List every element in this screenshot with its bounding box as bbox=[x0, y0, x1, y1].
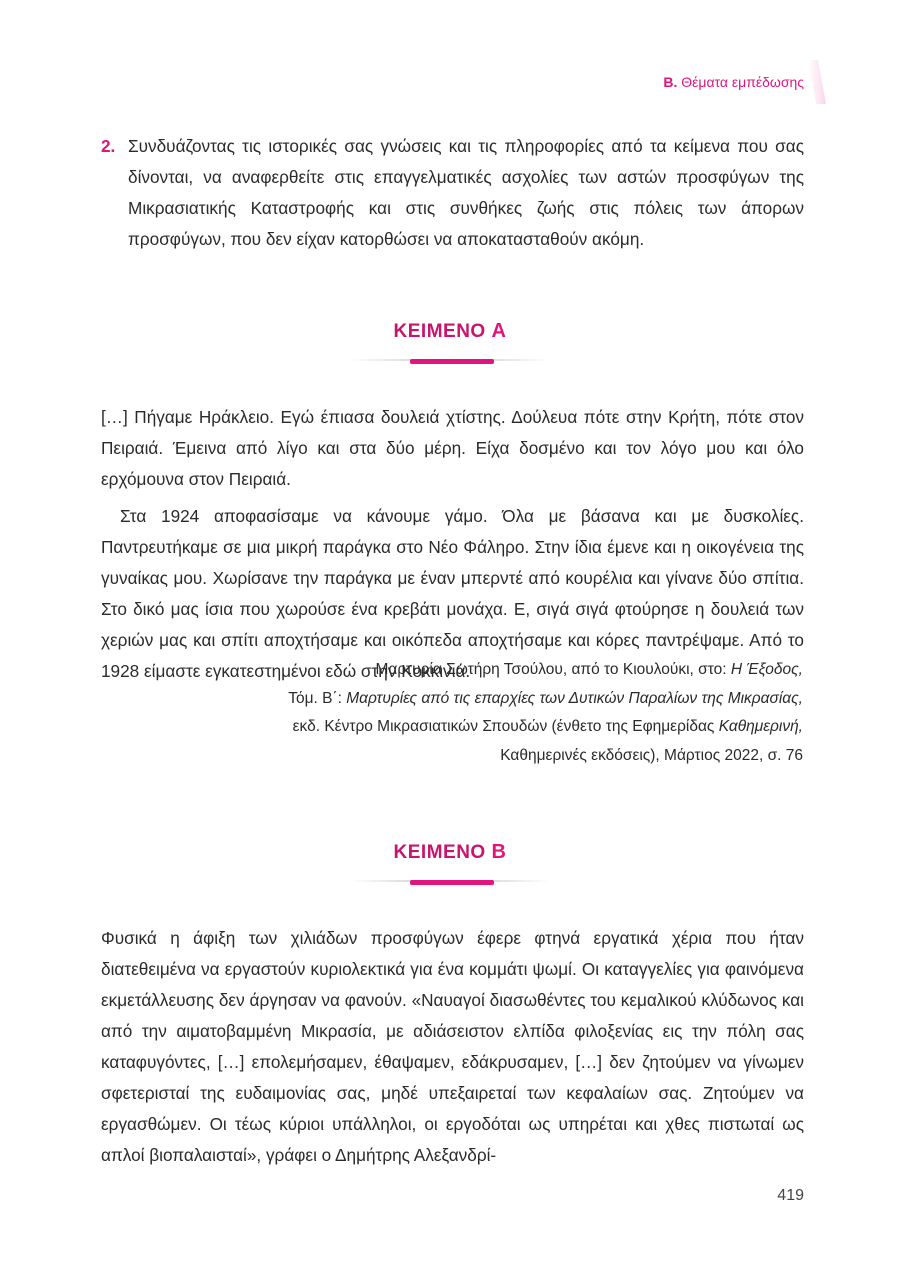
corner-tab-decoration bbox=[808, 60, 826, 104]
text-a-heading bbox=[0, 320, 900, 343]
question-block bbox=[101, 131, 804, 255]
rule-accent-bar bbox=[410, 880, 494, 885]
header-section: Β. bbox=[663, 74, 678, 90]
text-a-paragraph-1: […] Πήγαμε Ηράκλειο. Εγώ έπιασα δουλειά χτίστης. Δούλευα πότε στην Κρήτη, πότε στον Πειραιά. Έμεινα από λίγο και στα δύο μέρη. Είχα δοσμένο και τον λόγο μου και όλο ερχόμουνα στον Πειραιά. bbox=[101, 407, 804, 489]
running-header bbox=[663, 74, 804, 90]
source-line-1-prefix: Μαρτυρία Σωτήρη Τσούλου, από το Κιουλούκι, στο: bbox=[375, 661, 731, 678]
source-line-3-title: Καθημερινή, bbox=[718, 718, 803, 735]
text-a-paragraph-2: Στα 1924 αποφασίσαμε να κάνουμε γάμο. Όλα με βάσανα και με δυσκολίες. Παντρευτήκαμε σε μια μικρή παράγκα στο Νέο Φάληρο. Στην ίδια έμενε και η οικογένεια της γυναίκας μου. Χωρίσανε την παράγκα με έναν μπερντέ από κουρέλια και γίνανε δύο σπίτια. Στο δικό μας ίσια που χωρούσε ένα κρεβάτι μονάχα. Ε, σιγά σιγά φτούρησε η δουλειά των χεριών μας και σπίτι αποχτήσαμε και οικόπεδα αποχτήσαμε και κόρες παντρέψαμε. Από το 1928 είμαστε εγκατεστημένοι εδώ στην Κοκκινιά. bbox=[101, 506, 804, 681]
text-a-heading-word: ΚΕΙΜΕΝΟ bbox=[393, 321, 486, 342]
text-b-heading-rule bbox=[350, 878, 550, 886]
text-a-heading-letter: Α bbox=[491, 320, 507, 342]
text-b-heading-word: ΚΕΙΜΕΝΟ bbox=[393, 842, 486, 863]
source-line-2-title: Μαρτυρίες από τις επαρχίες των Δυτικών Παραλίων της Μικρασίας, bbox=[346, 689, 803, 707]
source-line-4: Καθημερινές εκδόσεις), Μάρτιος 2022, σ. 76 bbox=[500, 746, 803, 764]
page-number: 419 bbox=[777, 1187, 804, 1204]
source-line-3 bbox=[200, 713, 803, 742]
question-text: Συνδυάζοντας τις ιστορικές σας γνώσεις και τις πληροφορίες από τα κείμενα που σας δίνονται, να αναφερθείτε στις επαγγελματικές ασχολίες των αστών προσφύγων της Μικρασιατικής Καταστροφής και στις συνθήκες ζωής στις πόλεις των άπορων προσφύγων, που δεν είχαν κατορθώσει να αποκατασταθούν ακόμη. bbox=[128, 136, 804, 249]
text-b-body bbox=[101, 923, 804, 1171]
text-b-heading bbox=[0, 841, 900, 864]
text-b-paragraph-1: Φυσικά η άφιξη των χιλιάδων προσφύγων έφερε φτηνά εργατικά χέρια που ήταν διατεθειμένα να εργαστούν κυριολεκτικά για ένα κομμάτι ψωμί. Οι καταγγελίες για φαινόμενα εκμετάλλευσης δεν άργησαν να φανούν. «Ναυαγοί διασωθέντες του κεμαλικού κλύδωνος και από την αιματοβαμμένη Μικρασία, με αδιάσειστον ελπίδα φιλοξενίας εις την πόλη σας καταφυγόντες, […] επολεμήσαμεν, έθαψαμεν, εδάκρυσαμεν, […] δεν ζητούμεν να γίνωμεν σφετερισταί της ευδαιμονίας σας, μηδέ υπεξαιρεταί των κεφαλαίων σας. Ζητούμεν να εργασθώμεν. Οι τέως κύριοι υπάλληλοι, οι εργοδόται ως υπηρέται και χθες πιστωταί ως απλοί βιοπαλαισταί», γράφει ο Δημήτρης Αλεξανδρί- bbox=[101, 928, 804, 1165]
source-line-2-prefix: Τόμ. Β΄: bbox=[288, 689, 347, 707]
text-a-source bbox=[200, 656, 803, 770]
source-line-1-title: Η Έξοδος, bbox=[730, 661, 803, 678]
text-a-body bbox=[101, 402, 804, 687]
question-number: 2. bbox=[101, 136, 116, 156]
header-title: Θέματα εμπέδωσης bbox=[681, 74, 804, 90]
source-line-3-prefix: εκδ. Κέντρο Μικρασιατικών Σπουδών (ένθετο της Εφημερίδας bbox=[292, 718, 719, 735]
text-b-heading-letter: Β bbox=[491, 841, 507, 863]
source-line-1 bbox=[200, 656, 803, 685]
text-a-heading-rule bbox=[350, 357, 550, 365]
source-line-2 bbox=[200, 685, 803, 714]
rule-accent-bar bbox=[410, 359, 494, 364]
